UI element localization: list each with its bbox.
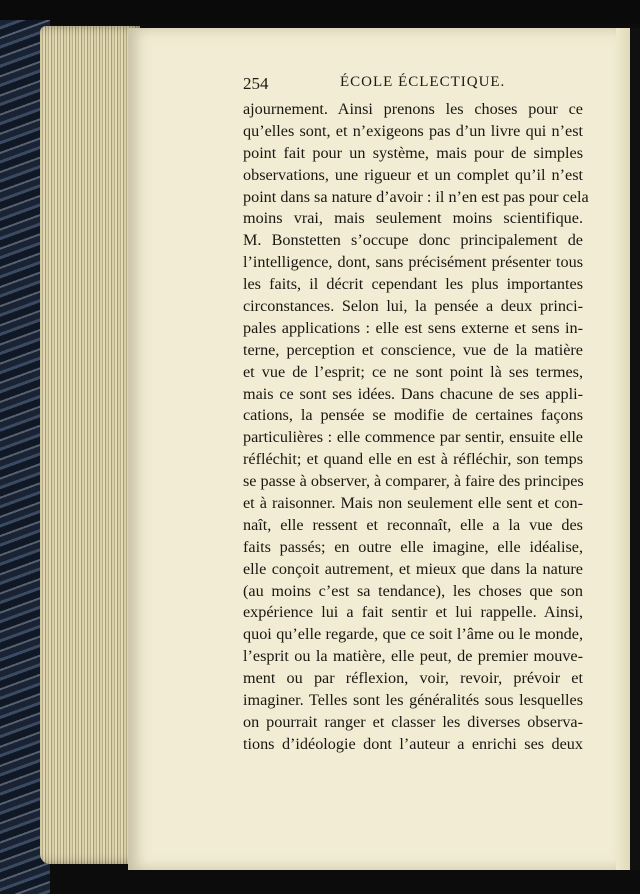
text-line: expérience lui a fait sentir et lui rappelle. Ainsi, (243, 603, 583, 622)
text-line: qu’elles sont, et n’exigeons pas d’un livre qui n’est (243, 121, 583, 140)
text-line: M. Bonstetten s’occupe donc principalement de (243, 231, 583, 250)
background-right (630, 28, 640, 870)
text-line: l’intelligence, dont, sans précisément présenter tous (243, 253, 583, 272)
text-line: particulières : elle commence par sentir, ensuite elle (243, 428, 583, 447)
text-line: naît, elle ressent et reconnaît, elle a la vue des (243, 515, 583, 534)
text-line: on pourrait ranger et classer les diverses observa- (243, 712, 583, 731)
text-line: l’esprit ou la matière, elle peut, de premier mouve- (243, 647, 583, 666)
text-line: les faits, il décrit cependant les plus importantes (243, 275, 583, 294)
text-line: tions d’idéologie dont l’auteur a enrichi ses deux (243, 734, 583, 753)
text-line: imaginer. Telles sont les généralités sous lesquelles (243, 691, 583, 710)
text-line: et vue de l’esprit; ce ne sont point là ses termes, (243, 362, 583, 381)
text-line: ment ou par réflexion, voir, revoir, prévoir et (243, 669, 583, 688)
body-text (243, 99, 589, 756)
text-line: faits passés; en outre elle imagine, elle idéalise, (243, 537, 583, 556)
text-line: (au moins c’est sa tendance), les choses que son (243, 581, 583, 600)
page-number: 254 (243, 74, 269, 93)
text-line: pales applications : elle est sens externe et sens in- (243, 318, 583, 337)
text-line: se passe à observer, à comparer, à faire des principes (243, 472, 584, 491)
text-line: cations, la pensée se modifie de certaines façons (243, 406, 583, 425)
text-line: observations, une rigueur et un complet qu’il n’est (243, 165, 583, 184)
running-title: ÉCOLE ÉCLECTIQUE. (340, 74, 506, 90)
text-line: et à raisonner. Mais non seulement elle sent et con- (243, 494, 583, 513)
text-line: réfléchit; et quand elle en est à réfléchir, son temps (243, 450, 583, 469)
text-line: mais ce sont ses idées. Dans chacune de ses appli- (243, 384, 583, 403)
text-line: ajournement. Ainsi prenons les choses pour ce (243, 100, 583, 118)
text-line: point dans sa nature d’avoir : il n’en est pas pour cela (243, 187, 589, 206)
text-line: moins vrai, mais seulement moins scientifique. (243, 209, 583, 228)
text-line: terne, perception et conscience, vue de la matière (243, 340, 583, 359)
text-line: quoi qu’elle regarde, que ce soit l’âme ou le monde, (243, 625, 583, 644)
book-cover-top (0, 0, 640, 24)
text-line: point fait pour un système, mais pour de simples (243, 143, 583, 162)
text-line: elle conçoit autrement, et mieux que dans la nature (243, 559, 583, 578)
text-line: circonstances. Selon lui, la pensée a deux princi- (243, 297, 583, 316)
page-edges (40, 26, 140, 864)
